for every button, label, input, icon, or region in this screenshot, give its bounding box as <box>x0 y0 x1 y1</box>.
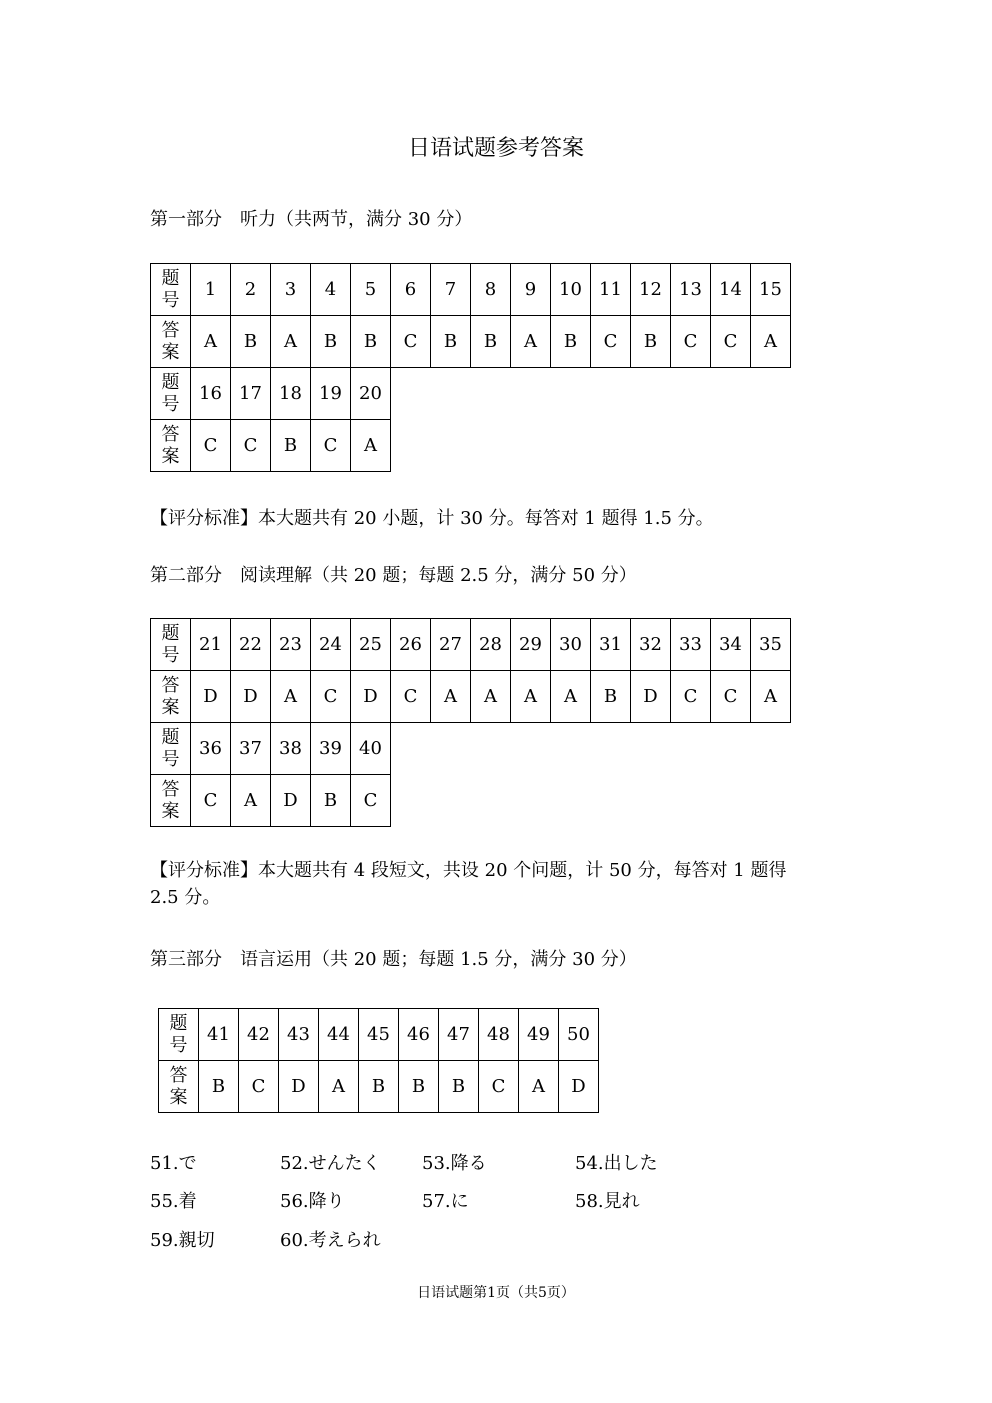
question-number-cell: 38 <box>271 723 311 775</box>
fill-answer-60: 60.考えられ <box>280 1230 381 1251</box>
answer-cell: B <box>431 316 471 368</box>
row-header-top: 题 <box>169 1012 188 1034</box>
answer-cell: B <box>439 1061 479 1113</box>
answer-cell: C <box>311 671 351 723</box>
row-header-bottom: 案 <box>161 696 180 718</box>
question-number-cell: 37 <box>231 723 271 775</box>
answer-cell: B <box>231 316 271 368</box>
row-header-top: 答 <box>161 778 180 800</box>
question-number-cell: 23 <box>271 619 311 671</box>
answer-cell: A <box>551 671 591 723</box>
question-number-cell: 41 <box>199 1009 239 1061</box>
answer-cell: B <box>359 1061 399 1113</box>
question-number-cell: 39 <box>311 723 351 775</box>
fill-answer-57: 57.に <box>422 1191 469 1212</box>
answer-cell: C <box>671 316 711 368</box>
answer-cell: C <box>391 316 431 368</box>
question-number-cell: 13 <box>671 264 711 316</box>
question-number-cell: 4 <box>311 264 351 316</box>
row-header-bottom: 案 <box>161 445 180 467</box>
question-number-cell: 7 <box>431 264 471 316</box>
answer-row <box>151 775 791 827</box>
answer-cell: C <box>239 1061 279 1113</box>
row-header-bottom: 号 <box>161 393 180 415</box>
question-number-cell: 46 <box>399 1009 439 1061</box>
fill-answer-51: 51.で <box>150 1153 197 1174</box>
row-header-top: 答 <box>161 319 180 341</box>
question-number-cell: 2 <box>231 264 271 316</box>
answer-cell: A <box>519 1061 559 1113</box>
question-number-cell: 24 <box>311 619 351 671</box>
answer-cell: A <box>319 1061 359 1113</box>
question-number-cell: 34 <box>711 619 751 671</box>
question-number-cell: 5 <box>351 264 391 316</box>
part2-answer-table <box>150 618 791 827</box>
question-number-cell: 33 <box>671 619 711 671</box>
answer-cell: A <box>511 671 551 723</box>
question-number-row <box>151 264 791 316</box>
row-header-bottom: 号 <box>161 644 180 666</box>
answer-cell: A <box>231 775 271 827</box>
answer-row <box>151 316 791 368</box>
question-number-cell: 30 <box>551 619 591 671</box>
question-number-cell: 8 <box>471 264 511 316</box>
part2-scoring-note: 【评分标准】本大题共有 4 段短文，共设 20 个问题，计 50 分，每答对 1 题得 2.5 分。 <box>150 860 787 908</box>
part1-answer-table <box>150 263 791 472</box>
row-header-bottom: 号 <box>169 1034 188 1056</box>
question-number-cell: 1 <box>191 264 231 316</box>
answer-cell: B <box>631 316 671 368</box>
row-header-top: 题 <box>161 267 180 289</box>
row-header-top: 题 <box>161 622 180 644</box>
question-number-row <box>151 619 791 671</box>
question-number-cell: 49 <box>519 1009 559 1061</box>
answer-cell: B <box>271 420 311 472</box>
question-number-cell: 47 <box>439 1009 479 1061</box>
question-number-cell: 9 <box>511 264 551 316</box>
question-number-cell: 27 <box>431 619 471 671</box>
question-number-cell: 12 <box>631 264 671 316</box>
answer-cell: A <box>351 420 391 472</box>
answer-row <box>151 671 791 723</box>
question-number-cell: 10 <box>551 264 591 316</box>
answer-cell: C <box>711 671 751 723</box>
answer-cell: A <box>191 316 231 368</box>
row-header-top: 答 <box>161 423 180 445</box>
question-number-cell: 29 <box>511 619 551 671</box>
answer-cell: C <box>671 671 711 723</box>
fill-answer-52: 52.せんたく <box>280 1153 381 1174</box>
row-header-bottom: 号 <box>161 289 180 311</box>
question-number-cell: 40 <box>351 723 391 775</box>
answer-cell: B <box>471 316 511 368</box>
part3-answer-table <box>158 1008 599 1113</box>
question-number-cell: 42 <box>239 1009 279 1061</box>
row-header <box>151 619 191 671</box>
question-number-cell: 18 <box>271 368 311 420</box>
question-number-cell: 48 <box>479 1009 519 1061</box>
question-number-cell: 21 <box>191 619 231 671</box>
answer-cell: B <box>311 775 351 827</box>
answer-cell: D <box>351 671 391 723</box>
answer-row <box>159 1061 599 1113</box>
row-header <box>159 1009 199 1061</box>
answer-cell: B <box>551 316 591 368</box>
question-number-cell: 25 <box>351 619 391 671</box>
question-number-cell: 20 <box>351 368 391 420</box>
row-header <box>151 420 191 472</box>
fill-answer-56: 56.降り <box>280 1191 345 1212</box>
answer-cell: A <box>431 671 471 723</box>
answer-cell: A <box>751 671 791 723</box>
question-number-cell: 14 <box>711 264 751 316</box>
question-number-cell: 32 <box>631 619 671 671</box>
row-header-bottom: 号 <box>161 748 180 770</box>
question-number-cell: 31 <box>591 619 631 671</box>
page-title: 日语试题参考答案 <box>407 136 584 161</box>
answer-cell: C <box>479 1061 519 1113</box>
part3-heading: 第三部分 语言运用（共 20 题；每题 1.5 分，满分 30 分） <box>150 949 637 970</box>
row-header <box>151 316 191 368</box>
row-header-top: 题 <box>161 371 180 393</box>
answer-cell: B <box>351 316 391 368</box>
question-number-cell: 26 <box>391 619 431 671</box>
question-number-cell: 44 <box>319 1009 359 1061</box>
answer-cell: B <box>591 671 631 723</box>
answer-cell: D <box>559 1061 599 1113</box>
answer-cell: D <box>191 671 231 723</box>
part1-heading: 第一部分 听力（共两节，满分 30 分） <box>150 209 473 230</box>
answer-cell: D <box>279 1061 319 1113</box>
fill-answer-54: 54.出した <box>575 1153 658 1174</box>
question-number-cell: 15 <box>751 264 791 316</box>
answer-cell: C <box>351 775 391 827</box>
row-header-top: 答 <box>169 1064 188 1086</box>
row-header-top: 题 <box>161 726 180 748</box>
part1-scoring-note: 【评分标准】本大题共有 20 小题，计 30 分。每答对 1 题得 1.5 分。 <box>150 508 714 529</box>
answer-cell: C <box>191 775 231 827</box>
row-header <box>151 368 191 420</box>
question-number-cell: 28 <box>471 619 511 671</box>
question-number-cell: 11 <box>591 264 631 316</box>
page-footer: 日语试题第1页（共5页） <box>417 1285 575 1301</box>
question-number-cell: 36 <box>191 723 231 775</box>
answer-cell: C <box>591 316 631 368</box>
answer-cell: C <box>311 420 351 472</box>
question-number-cell: 19 <box>311 368 351 420</box>
question-number-row <box>151 368 791 420</box>
question-number-cell: 6 <box>391 264 431 316</box>
question-number-row <box>151 723 791 775</box>
row-header <box>151 775 191 827</box>
fill-answer-53: 53.降る <box>422 1153 487 1174</box>
answer-cell: D <box>231 671 271 723</box>
part2-heading: 第二部分 阅读理解（共 20 题；每题 2.5 分，满分 50 分） <box>150 565 637 586</box>
answer-cell: C <box>711 316 751 368</box>
answer-cell: D <box>271 775 311 827</box>
fill-answer-58: 58.見れ <box>575 1191 640 1212</box>
answer-cell: B <box>399 1061 439 1113</box>
row-header-top: 答 <box>161 674 180 696</box>
question-number-cell: 3 <box>271 264 311 316</box>
question-number-cell: 50 <box>559 1009 599 1061</box>
question-number-cell: 35 <box>751 619 791 671</box>
row-header <box>159 1061 199 1113</box>
answer-cell: B <box>311 316 351 368</box>
answer-cell: C <box>231 420 271 472</box>
question-number-row <box>159 1009 599 1061</box>
question-number-cell: 22 <box>231 619 271 671</box>
question-number-cell: 43 <box>279 1009 319 1061</box>
fill-answer-59: 59.親切 <box>150 1230 215 1251</box>
question-number-cell: 17 <box>231 368 271 420</box>
row-header <box>151 264 191 316</box>
row-header-bottom: 案 <box>161 341 180 363</box>
answer-cell: A <box>271 316 311 368</box>
row-header-bottom: 案 <box>161 800 180 822</box>
answer-cell: A <box>511 316 551 368</box>
answer-cell: C <box>191 420 231 472</box>
answer-cell: A <box>271 671 311 723</box>
answer-cell: B <box>199 1061 239 1113</box>
answer-row <box>151 420 791 472</box>
question-number-cell: 16 <box>191 368 231 420</box>
answer-cell: D <box>631 671 671 723</box>
question-number-cell: 45 <box>359 1009 399 1061</box>
answer-cell: C <box>391 671 431 723</box>
row-header-bottom: 案 <box>169 1086 188 1108</box>
answer-cell: A <box>471 671 511 723</box>
answer-cell: A <box>751 316 791 368</box>
fill-answer-55: 55.着 <box>150 1191 197 1212</box>
row-header <box>151 723 191 775</box>
row-header <box>151 671 191 723</box>
